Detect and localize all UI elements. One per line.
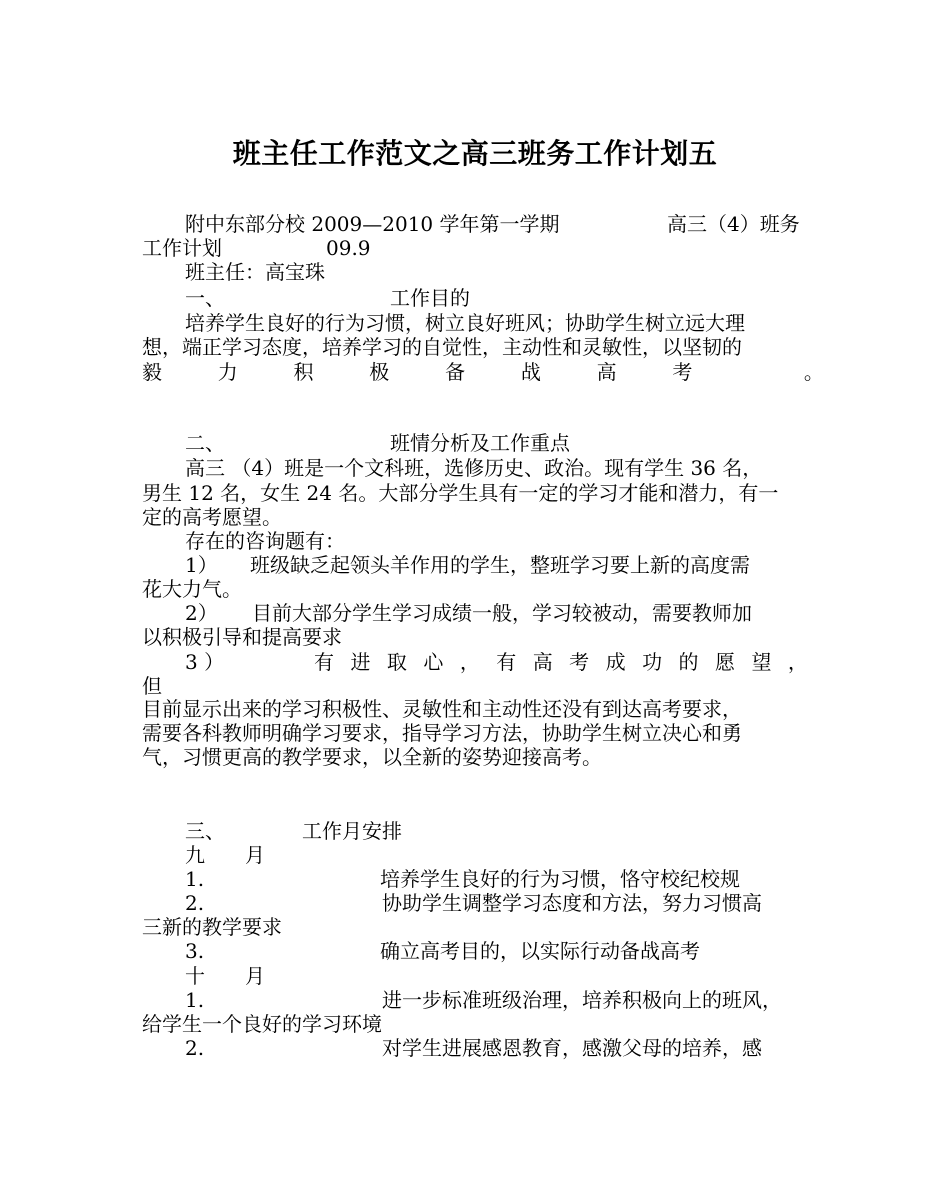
i3-char: 成 (605, 650, 626, 674)
i3-char: 高 (532, 650, 553, 674)
document-title: 班主任工作范文之高三班务工作计划五 (232, 137, 718, 170)
section2-para-line6: 气，习惯更高的教学要求，以全新的姿势迎接高考。 (142, 745, 602, 769)
sep-item2-text: 协助学生调整学习态度和方法，努力习惯高 (382, 891, 762, 915)
sep-item1-text: 培养学生良好的行为习惯，恪守校纪校规 (380, 867, 740, 891)
section2-para-line4: 目前显示出来的学习积极性、灵敏性和主动性还没有到达高考要求， (142, 697, 742, 721)
item2-number: 2） (185, 601, 218, 625)
s1-char: 积 (293, 360, 314, 384)
section2-para-line5: 需要各科教师明确学习要求，指导学习方法，协助学生树立决心和勇 (142, 721, 742, 745)
header-date: 09.9 (326, 236, 371, 260)
item1-text: 班级缺乏起领头羊作用的学生，整班学习要上新的高度需 (250, 553, 750, 577)
sep-item2-number: 2. (185, 891, 205, 915)
sep-item3-text: 确立高考目的，以实际行动备战高考 (380, 939, 700, 963)
section2-para-line3: 定的高考愿望。 (142, 505, 282, 529)
oct-item2-text: 对学生进展感恩教育，感激父母的培养，感 (382, 1036, 762, 1060)
item1-number: 1） (185, 553, 218, 577)
i3-char: 的 (678, 650, 699, 674)
i3-char: 考 (569, 650, 590, 674)
item3-text (314, 650, 808, 674)
i3-char: 心 (423, 650, 444, 674)
s1-char: 毅 (142, 360, 162, 384)
item3-number: 3 ） (185, 650, 225, 674)
month-september: 九 月 (185, 843, 265, 867)
section1-para-line3 (142, 360, 824, 384)
i3-char: ， (459, 650, 480, 674)
section3-number: 三、 (185, 819, 225, 843)
item2-text: 目前大部分学生学习成绩一般，学习较被动，需要教师加 (252, 601, 752, 625)
section2-questions: 存在的咨询题有： (185, 529, 345, 553)
s1-char: 战 (520, 360, 541, 384)
section2-para-line2: 男生 12 名，女生 24 名。大部分学生具有一定的学习才能和潜力，有一 (142, 481, 779, 505)
oct-item1-text: 进一步标准班级治理，培养积极向上的班风， (382, 988, 782, 1012)
section1-title: 工作目的 (390, 286, 470, 310)
header-school: 附中东部分校 2009—2010 学年第一学期 (185, 212, 560, 236)
sep-item2-text-cont: 三新的教学要求 (142, 915, 282, 939)
i3-char: 有 (496, 650, 517, 674)
header-cont: 工作计划 (142, 236, 222, 260)
section2-para-line1: 高三 （4）班是一个文科班，选修历史、政治。现有学生 36 名， (185, 456, 763, 480)
i3-char: ， (787, 650, 808, 674)
sep-item3-number: 3. (185, 939, 205, 963)
teacher-line: 班主任：高宝珠 (185, 260, 325, 284)
item1-text-cont: 花大力气。 (142, 577, 242, 601)
section2-number: 二、 (185, 431, 225, 455)
section1-para-line2: 想，端正学习态度，培养学习的自觉性，主动性和灵敏性，以坚韧的 (142, 335, 742, 359)
s1-char: 力 (217, 360, 238, 384)
i3-char: 取 (386, 650, 407, 674)
item2-text-cont: 以积极引导和提高要求 (142, 625, 342, 649)
section1-number: 一、 (185, 286, 225, 310)
month-october: 十 月 (185, 964, 265, 988)
i3-char: 进 (350, 650, 371, 674)
i3-char: 功 (642, 650, 663, 674)
section1-para-line1: 培养学生良好的行为习惯，树立良好班风；协助学生树立远大理 (185, 311, 745, 335)
oct-item2-number: 2. (185, 1036, 205, 1060)
item3-text-cont: 但 (142, 674, 162, 698)
section3-title: 工作月安排 (302, 819, 402, 843)
header-class: 高三（4）班务 (667, 212, 800, 236)
i3-char: 有 (314, 650, 334, 674)
s1-char: 考 (672, 360, 693, 384)
oct-item1-number: 1. (185, 988, 205, 1012)
s1-char: 。 (803, 360, 824, 384)
s1-char: 高 (596, 360, 617, 384)
section2-title: 班情分析及工作重点 (390, 431, 570, 455)
s1-char: 备 (445, 360, 466, 384)
i3-char: 望 (751, 650, 772, 674)
i3-char: 愿 (714, 650, 735, 674)
s1-char: 极 (369, 360, 390, 384)
sep-item1-number: 1. (185, 867, 205, 891)
oct-item1-text-cont: 给学生一个良好的学习环境 (142, 1012, 382, 1036)
